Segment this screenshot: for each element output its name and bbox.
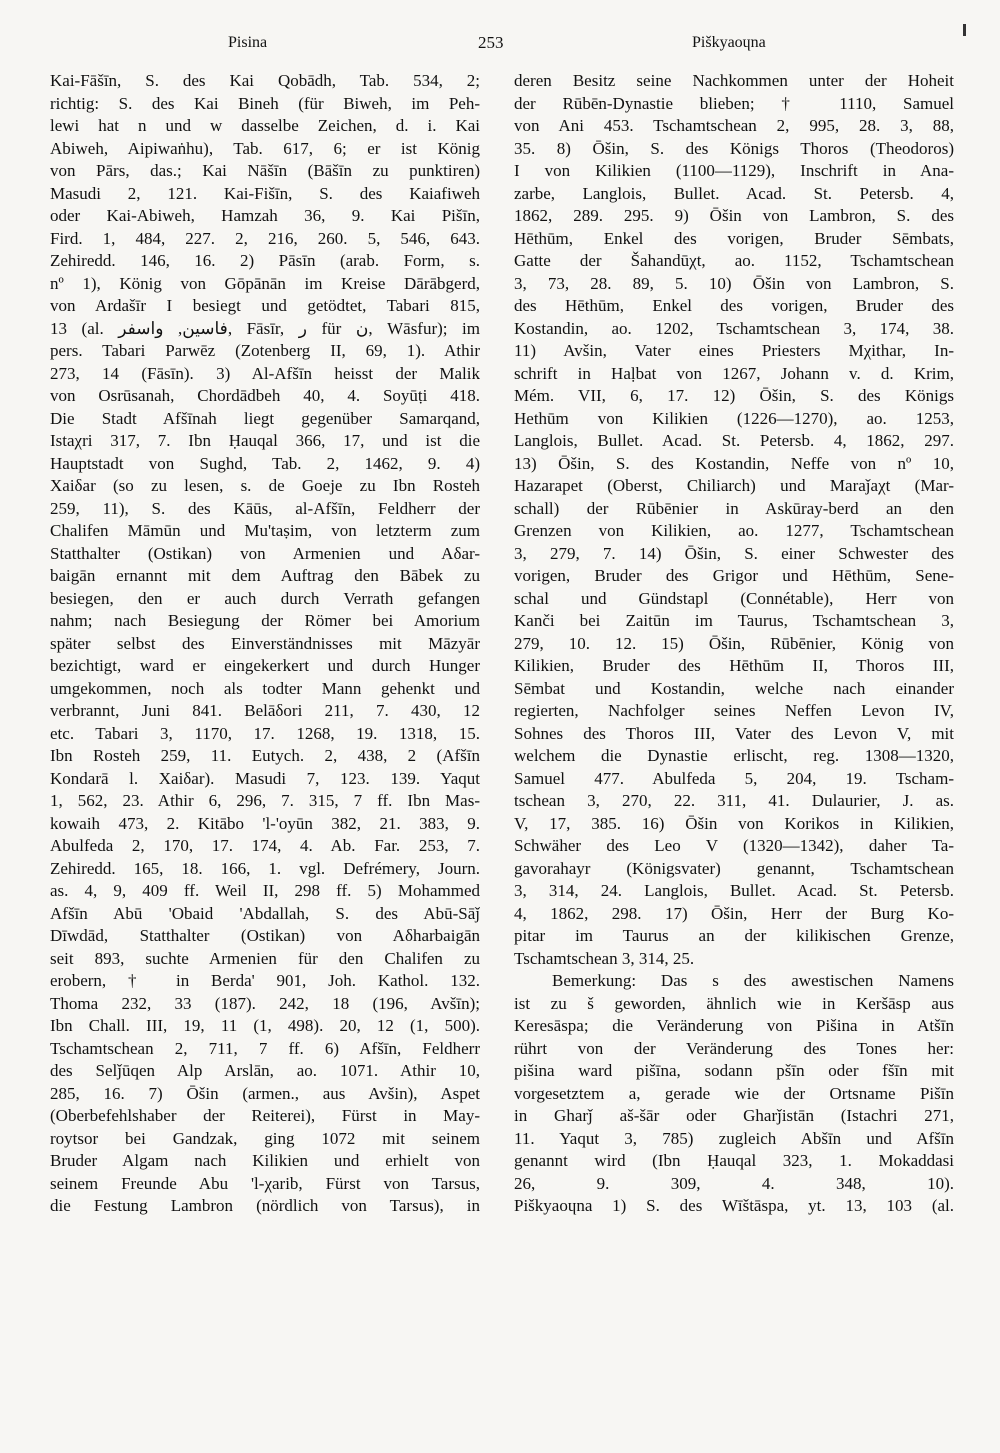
text-line: umgekommen, noch als todter Mann gehenkt und (50, 678, 480, 698)
text-line: Sēmbat und Kostandin, welche nach einander (514, 678, 954, 698)
text-line: V, 17, 385. 16) Ōšin von Korikos in Kilikien, (514, 813, 954, 833)
text-line: in Gharǰ aš-šār oder Gharǰistān (Istachri 271, (514, 1106, 954, 1125)
text-line: Thoma 232, 33 (187). 242, 18 (196, Avšīn); (50, 993, 480, 1013)
text-line: (Oberbefehlshaber der Reiterei), Fürst in May- (50, 1106, 480, 1125)
text-line: Fird. 1, 484, 227. 2, 216, 260. 5, 546, 643. (50, 228, 480, 248)
text-line: erobern, † in Berda' 901, Joh. Kathol. 132. (50, 971, 480, 990)
right-column (514, 70, 954, 1218)
text-line: von Osrūsanah, Chordādbeh 40, 4. Soyūṭi 418. (50, 386, 480, 405)
text-line: Ibn Rosteh 259, 11. Eutych. 2, 438, 2 (Afšīn (50, 746, 480, 765)
text-line: 285, 16. 7) Ōšin (armen., aus Avšin), Aspet (50, 1083, 480, 1103)
text-line: Hethūm von Kilikien (1226—1270), ao. 1253, (514, 408, 954, 428)
text-line: verbrannt, Juni 841. Belāδori 211, 7. 430, 12 (50, 701, 480, 720)
text-line: Afšīn Abū 'Obaid 'Abdallah, S. des Abū-Sāǰ (50, 903, 480, 923)
text-line: von Pārs, das.; Kai Nāšīn (Bāšīn zu punktiren) (50, 161, 480, 180)
text-line: ist zu š geworden, ähnlich wie in Keršāsp aus (514, 993, 954, 1013)
text-line: lewi hat n und w dasselbe Zeichen, d. i. Kai (50, 116, 480, 135)
text-line: Hēthūm, Enkel des vorigen, Bruder Sēmbats, (514, 228, 954, 248)
text-line: Bemerkung: Das s des awestischen Namens (552, 971, 954, 990)
text-line: Statthalter (Ostikan) von Armenien und Aδar- (50, 543, 480, 563)
text-line: tschean 3, 270, 22. 311, 41. Dulaurier, J. as. (514, 791, 954, 810)
text-line: oder Kai-Abiweh, Hamzah 36, 9. Kai Pišīn, (50, 206, 480, 225)
text-line: 13 (al. فاسين, واسفر, Fāsīr, ﺭ für ﻥ, Wāsfur); im (50, 318, 480, 338)
text-line: Abiweh, Aipiwaṅhu), Tab. 617, 6; er ist König (50, 138, 480, 158)
text-line: 26, 9. 309, 4. 348, 10). (514, 1173, 954, 1193)
text-line: as. 4, 9, 409 ff. Weil II, 298 ff. 5) Mohammed (50, 881, 480, 900)
text-line: schal und Gündstapl (Connétable), Herr von (514, 588, 954, 608)
text-line: von Ardašīr I besiegt und getödtet, Tabari 815, (50, 296, 480, 315)
page-edge-mark (963, 24, 966, 36)
text-line: Die Stadt Afšīnah liegt gegenüber Samarqand, (50, 408, 480, 428)
text-line: I von Kilikien (1100—1129), Inschrift in Ana- (514, 161, 954, 180)
text-line: des Hēthūm, Enkel des vorigen, Bruder des (514, 296, 954, 315)
text-line: Gatte der Šahandūχt, ao. 1152, Tschamtschean (514, 251, 954, 270)
text-line: 259, 11), S. des Kāūs, al-Afšīn, Feldherr der (50, 498, 480, 518)
text-line: pišina ward pišīna, sodann pšīn oder fšīn mit (514, 1061, 954, 1080)
text-line: Istaχri 317, 7. Ibn Ḥauqal 366, 17, und ist die (50, 431, 480, 450)
text-line: 35. 8) Ōšin, S. des Königs Thoros (Theodoros) (514, 138, 954, 158)
text-line: Kostandin, ao. 1202, Tschamtschean 3, 174, 38. (514, 318, 954, 338)
text-line: Zehiredd. 165, 18. 166, 1. vgl. Defrémery, Journ. (50, 858, 480, 878)
text-line: gavorahayr (Königsvater) genannt, Tschamtschean (514, 858, 954, 878)
text-line: welchem die Dynastie erlischt, reg. 1308—1320, (514, 746, 954, 765)
text-line: nº 1), König von Gōpānān im Kreise Dārābgerd, (50, 273, 480, 293)
text-line: Kanči bei Zaitūn im Taurus, Tschamtschean 3, (514, 611, 954, 630)
text-line: 11) Avšin, Vater eines Priesters Mχithar, In- (514, 341, 954, 360)
text-line: richtig: S. des Kai Bineh (für Biweh, im Peh- (50, 93, 480, 113)
text-line: Keresāspa; die Veränderung von Pišina in Atšīn (514, 1016, 954, 1035)
text-line: 3, 279, 7. 14) Ōšin, S. einer Schwester des (514, 543, 954, 563)
text-line: Piškyaoɥna 1) S. des Wīštāspa, yt. 13, 103 (al. (514, 1196, 954, 1215)
text-line: der Rūbēn-Dynastie blieben; † 1110, Samuel (514, 93, 954, 113)
text-line: nahm; nach Besiegung der Römer bei Amorium (50, 611, 480, 630)
running-head-right: Piškyaoɥna (692, 34, 766, 51)
text-line: Abulfeda 2, 170, 17. 174, 4. Ab. Far. 253, 7. (50, 836, 480, 855)
text-line: Tschamtschean 2, 711, 7 ff. 6) Afšīn, Feldherr (50, 1038, 480, 1058)
text-line: 3, 314, 24. Langlois, Bullet. Acad. St. Petersb. (514, 881, 954, 900)
text-line: Masudi 2, 121. Kai-Fišīn, S. des Kaiafiweh (50, 183, 480, 203)
text-line: 4, 1862, 298. 17) Ōšin, Herr der Burg Ko- (514, 903, 954, 923)
text-line: pers. Tabari Parwēz (Zotenberg II, 69, 1). Athir (50, 341, 480, 360)
text-line: die Festung Lambron (nördlich von Tarsus), in (50, 1196, 480, 1215)
text-line: roytsor bei Gandzak, ging 1072 mit seinem (50, 1128, 480, 1148)
text-line: Dīwdād, Statthalter (Ostikan) von Aδharbaigān (50, 926, 480, 945)
text-line: seit 893, suchte Armenien für den Chalifen zu (50, 948, 480, 968)
text-line: Zehiredd. 146, 16. 2) Pāsīn (arab. Form, s. (50, 251, 480, 270)
text-line: baigān ernannt mit dem Auftrag den Bābek zu (50, 566, 480, 585)
text-line: des Selǰūqen Alp Arslān, ao. 1071. Athir 10, (50, 1061, 480, 1080)
text-line: Tschamtschean 3, 314, 25. (514, 948, 695, 968)
text-line: 1862, 289. 295. 9) Ōšin von Lambron, S. des (514, 206, 954, 225)
text-line: Mém. VII, 6, 17. 12) Ōšin, S. des Königs (514, 386, 954, 405)
text-line: genannt wird (Ibn Ḥauqal 323, 1. Mokaddasi (514, 1151, 954, 1170)
text-line: deren Besitz seine Nachkommen unter der Hoheit (514, 71, 954, 90)
text-line: etc. Tabari 3, 1170, 17. 1268, 19. 1318, 15. (50, 723, 480, 743)
text-line: 279, 10. 12. 15) Ōšin, Rūbēnier, König von (514, 633, 954, 653)
text-line: Hazarapet (Oberst, Chiliarch) und Maraǰaχt (Mar- (514, 476, 954, 495)
text-line: Kai-Fāšīn, S. des Kai Qobādh, Tab. 534, 2; (50, 71, 480, 90)
text-line: Sohnes des Thoros III, Vater des Levon V, mit (514, 723, 954, 743)
text-line: Schwäher des Leo V (1320—1342), daher Ta- (514, 836, 954, 855)
text-line: 13) Ōšin, S. des Kostandin, Neffe von nº 10, (514, 453, 954, 473)
text-line: Chalifen Māmūn und Mu'taṣim, von letzterm zum (50, 521, 480, 540)
text-line: rührt von der Veränderung des Tones her: (514, 1038, 954, 1058)
text-line: 11. Yaqut 3, 785) zugleich Abšīn und Afšīn (514, 1128, 954, 1148)
text-line: 1, 562, 23. Athir 6, 296, 7. 315, 7 ff. Ibn Mas- (50, 791, 480, 810)
text-line: Kondarā l. Xaiδar). Masudi 7, 123. 139. Yaqut (50, 768, 480, 788)
text-line: pitar im Taurus an der kilikischen Grenze, (514, 926, 954, 945)
page-number: 253 (478, 33, 504, 52)
text-line: bezichtigt, ward er eingekerkert und durch Hunger (50, 656, 480, 675)
text-line: Ibn Chall. III, 19, 11 (1, 498). 20, 12 (1, 500). (50, 1016, 480, 1035)
text-line: Grenzen von Kilikien, ao. 1277, Tschamtschean (514, 521, 954, 540)
running-head-left: Pisina (228, 34, 268, 51)
text-line: besiegen, den er auch durch Verrath gefangen (50, 588, 480, 608)
text-line: 3, 73, 28. 89, 5. 10) Ōšin von Lambron, S. (514, 273, 954, 293)
text-line: regierten, Nachfolger seines Neffen Levon IV, (514, 701, 954, 720)
text-line: Kilikien, Bruder des Hēthūm II, Thoros III, (514, 656, 954, 675)
text-line: vorgesetztem a, gerade wie der Ortsname Pišīn (514, 1083, 954, 1103)
text-line: Bruder Algam nach Kilikien und erhielt von (50, 1151, 480, 1170)
text-line: Xaiδar (so zu lesen, s. de Goeje zu Ibn Rosteh (50, 476, 480, 495)
left-column (50, 70, 480, 1218)
text-line: schall) der Rūbēnier in Askūray-berd an den (514, 498, 954, 518)
text-line: 273, 14 (Fāsīn). 3) Al-Afšīn heisst der Malik (50, 363, 480, 383)
text-line: Samuel 477. Abulfeda 5, 204, 19. Tscham- (514, 768, 954, 788)
text-line: vorigen, Bruder des Grigor und Hēthūm, Sene- (514, 566, 954, 585)
text-line: später selbst des Einverständnisses mit Māzyār (50, 633, 480, 653)
text-line: schrift in Haḷbat von 1267, Johann v. d. Krim, (514, 363, 954, 383)
text-line: zarbe, Langlois, Bullet. Acad. St. Petersb. 4, (514, 183, 954, 203)
text-line: Hauptstadt von Sughd, Tab. 2, 1462, 9. 4) (50, 453, 480, 473)
text-line: Langlois, Bullet. Acad. St. Petersb. 4, 1862, 297. (514, 431, 954, 450)
text-line: seinem Freunde Abu 'l-χarib, Fürst von Tarsus, (50, 1173, 480, 1193)
text-line: kowaih 473, 2. Kitābo 'l-'oyūn 382, 21. 383, 9. (50, 813, 480, 833)
text-line: von Ani 453. Tschamtschean 2, 995, 28. 3, 88, (514, 116, 954, 135)
